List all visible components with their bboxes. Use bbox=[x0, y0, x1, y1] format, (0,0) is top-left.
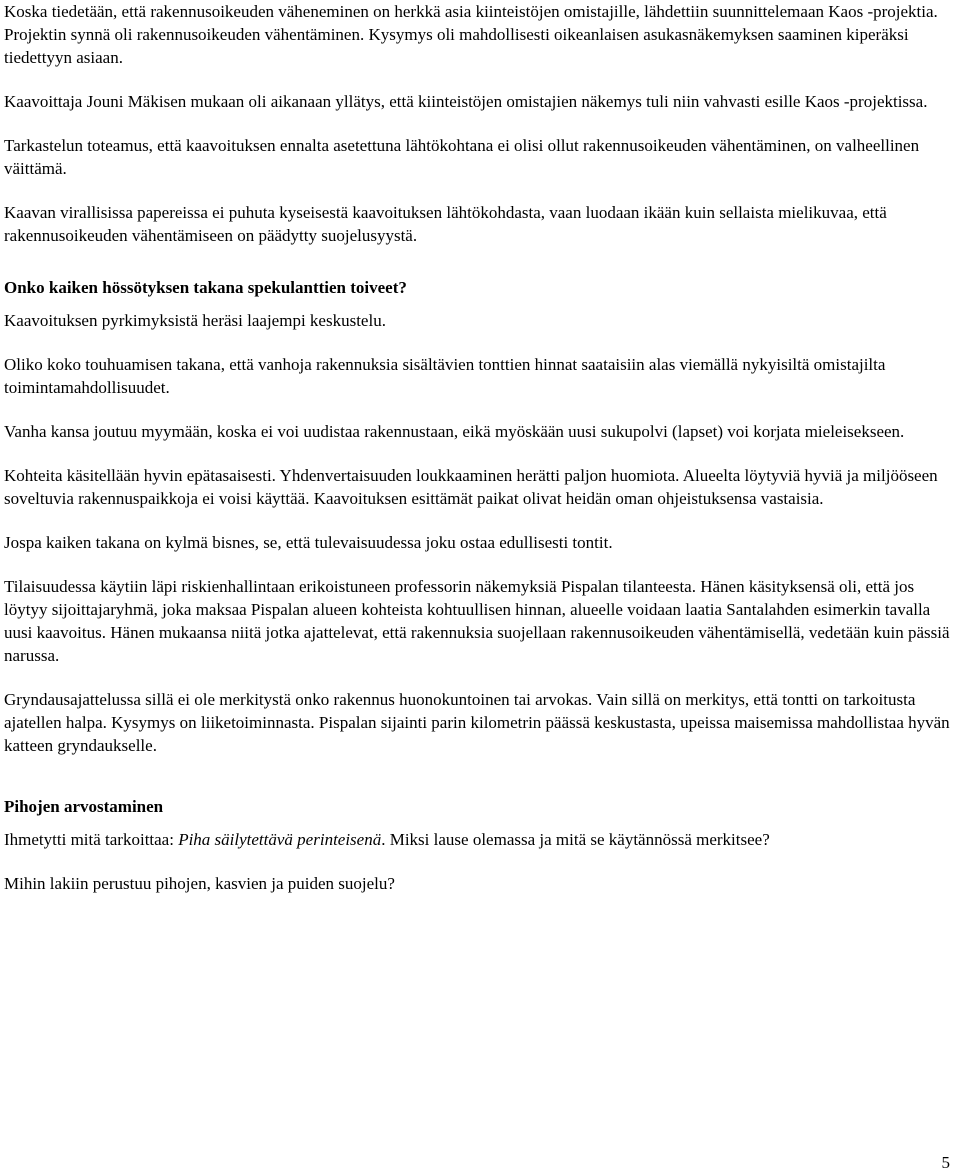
heading-pihojen-arvostaminen: Pihojen arvostaminen bbox=[4, 797, 164, 816]
ihmetytti-prefix: Ihmetytti mitä tarkoittaa: bbox=[4, 830, 179, 849]
paragraph-viralliset-paperit: Kaavan virallisissa papereissa ei puhuta kyseisestä kaavoituksen lähtökohdasta, vaan luodaan ikään kuin sellaista mielikuvaa, että rakennusoikeuden vähentämiseen on päädytty suojelusyystä. bbox=[4, 203, 887, 245]
heading-spekulantit: Onko kaiken hössötyksen takana spekulanttien toiveet? bbox=[4, 278, 407, 297]
paragraph-keskustelu: Kaavoituksen pyrkimyksistä heräsi laajempi keskustelu. bbox=[4, 311, 386, 330]
paragraph-kylma-bisnes: Jospa kaiken takana on kylmä bisnes, se, että tulevaisuudessa joku ostaa edullisesti tontit. bbox=[4, 533, 613, 552]
document-page bbox=[4, 0, 952, 916]
ihmetytti-quote: Piha säilytettävä perinteisenä bbox=[178, 830, 382, 849]
paragraph-vanha-kansa: Vanha kansa joutuu myymään, koska ei voi uudistaa rakennustaan, eikä myöskään uusi sukupolvi (lapset) voi korjata mieleisekseen. bbox=[4, 422, 905, 441]
paragraph-gryndaus: Gryndausajattelussa sillä ei ole merkitystä onko rakennus huonokuntoinen tai arvokas. Vain sillä on merkitys, että tontti on tarkoitusta ajatellen halpa. Kysymys on liiketoiminnasta. Pispalan sijainti parin kilometrin päässä keskustasta, upeissa maisemissa mahdollistaa hyvän katteen gryndaukselle. bbox=[4, 690, 950, 755]
paragraph-kohteet: Kohteita käsitellään hyvin epätasaisesti. Yhdenvertaisuuden loukkaaminen herätti paljon huomiota. Alueelta löytyviä hyviä ja miljööseen soveltuvia rakennuspaikkoja ei voisi käyttää. Kaavoituksen esittämät paikat olivat heidän oman ohjeistuksensa vastaisia. bbox=[4, 466, 938, 508]
paragraph-kaos-projekti: Koska tiedetään, että rakennusoikeuden väheneminen on herkkä asia kiinteistöjen omistajille, lähdettiin suunnittelemaan Kaos -projektia. Projektin synnä oli rakennusoikeuden vähentäminen. Kysymys oli mahdollisesti oikeanlaisen asukasnäkemyksen saaminen kiperäksi tiedettyyn asiaan. bbox=[4, 2, 938, 67]
paragraph-tarkastelu: Tarkastelun toteamus, että kaavoituksen ennalta asetettuna lähtökohtana ei olisi ollut rakennusoikeuden vähentäminen, on valheellinen väittämä. bbox=[4, 136, 920, 178]
ihmetytti-suffix: . Miksi lause olemassa ja mitä se käytännössä merkitsee? bbox=[381, 830, 770, 849]
paragraph-touhuaminen: Oliko koko touhuamisen takana, että vanhoja rakennuksia sisältävien tonttien hinnat saataisiin alas viemällä nykyisiltä omistajilta toimintamahdollisuudet. bbox=[4, 355, 886, 397]
paragraph-ihmetytti bbox=[4, 828, 952, 851]
paragraph-kaavoittaja: Kaavoittaja Jouni Mäkisen mukaan oli aikanaan yllätys, että kiinteistöjen omistajien näkemys tuli niin vahvasti esille Kaos -projektissa. bbox=[4, 92, 928, 111]
page-number: 5 bbox=[941, 1153, 950, 1172]
paragraph-tilaisuus: Tilaisuudessa käytiin läpi riskienhallintaan erikoistuneen professorin näkemyksiä Pispalan tilanteesta. Hänen käsityksensä oli, että jos löytyy sijoittajaryhmä, joka maksaa Pispalan alueen kohteista kohtuullisen hinnan, alueelle voidaan laatia Santalahden esimerkin tavalla uusi kaavoitus. Hänen mukaansa niitä jotka ajattelevat, että rakennuksia suojellaan rakennusoikeuden vähentämisellä, vedetään kuin pässiä narussa. bbox=[4, 577, 950, 665]
paragraph-lakiperuste: Mihin lakiin perustuu pihojen, kasvien ja puiden suojelu? bbox=[4, 874, 395, 893]
